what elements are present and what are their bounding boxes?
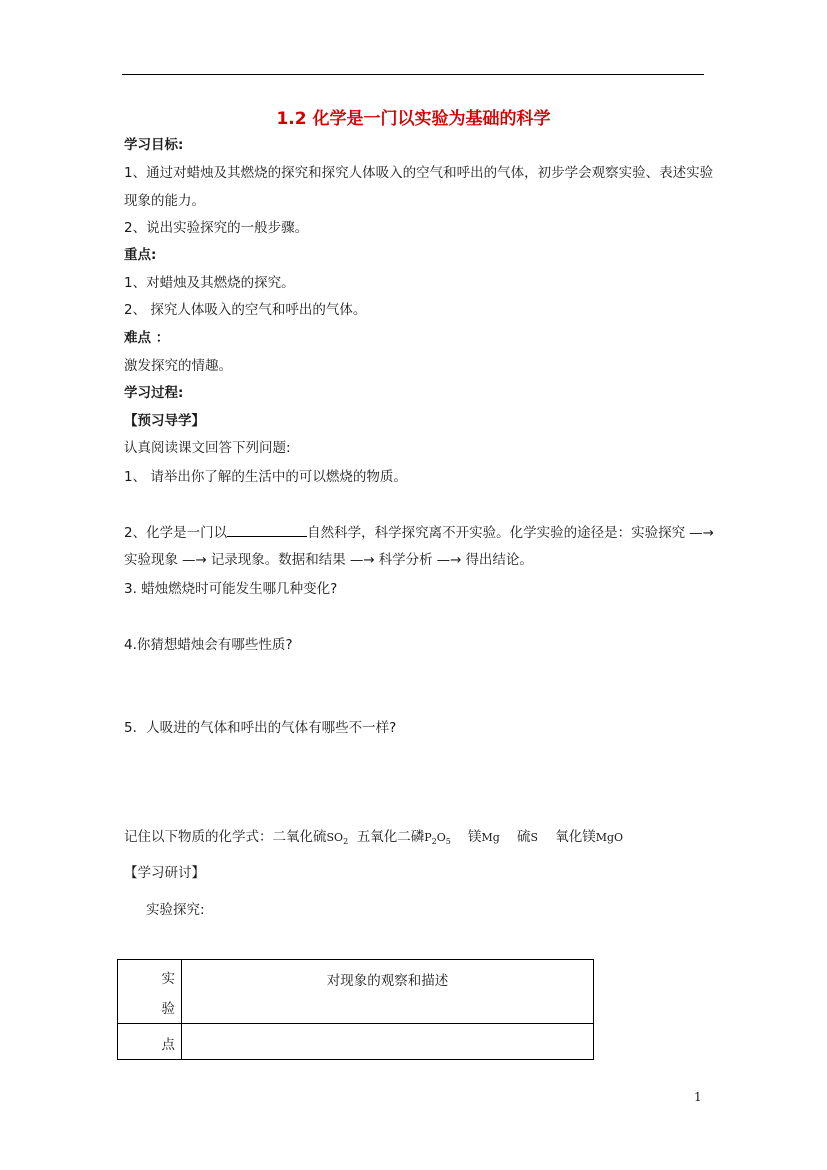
header-left-line-2: 验 <box>161 1001 175 1017</box>
mgo-name: 氧化镁 <box>555 829 596 845</box>
goal-item-2: 2、说出实验探究的一般步骤。 <box>124 220 309 236</box>
goal-item-1-line-1: 1、通过对蜡烛及其燃烧的探究和探究人体吸入的空气和呼出的气体，初步学会观察实验、表述实验 <box>124 165 714 181</box>
p2o5-name: 五氧化二磷 <box>356 829 425 845</box>
question-3: 3. 蜡烛燃烧时可能发生哪几种变化? <box>124 581 338 597</box>
key-point-1: 1、对蜡烛及其燃烧的探究。 <box>124 275 295 291</box>
step-analyze: 科学分析 <box>378 552 433 568</box>
question-2-line-2 <box>124 551 533 569</box>
s-formula: S <box>530 831 539 844</box>
step-conclude: 得出结论。 <box>465 552 533 568</box>
step-observe: 实验现象 <box>124 552 178 568</box>
so2-formula: $SO_2$ <box>326 831 349 847</box>
table-cell-header-left <box>118 960 182 1024</box>
experiment-table <box>117 959 594 1060</box>
arrow-icon: —→ <box>349 552 375 568</box>
difficulty-text: 激发探究的情趣。 <box>124 358 232 374</box>
arrow-icon: —→ <box>436 552 462 568</box>
key-points-heading: 重点: <box>124 247 157 263</box>
question-5: 5．人吸进的气体和呼出的气体有哪些不一样? <box>124 720 397 736</box>
s-name: 硫 <box>517 829 531 845</box>
preview-heading: 【预习导学】 <box>124 413 205 429</box>
table-cell-row2-right[interactable] <box>182 1024 594 1060</box>
arrow-icon: —→ <box>182 552 207 568</box>
table-cell-header-right <box>182 960 594 1024</box>
question-4: 4.你猜想蜡烛会有哪些性质? <box>124 637 293 653</box>
study-subheading: 实验探究: <box>146 902 205 918</box>
difficulty-heading: 难点 ： <box>124 330 170 346</box>
header-left-line-1: 实 <box>161 971 175 987</box>
question-2-line-1 <box>124 523 718 542</box>
instruction-text: 认真阅读课文回答下列问题: <box>124 440 291 456</box>
formulas-prefix: 记住以下物质的化学式： <box>124 829 273 845</box>
study-heading: 【学习研讨】 <box>124 865 205 881</box>
row2-left-text: 点 <box>161 1037 175 1053</box>
header-rule <box>122 74 704 75</box>
mg-name: 镁 <box>468 829 482 845</box>
question-2-part-2: 自然科学，科学探究离不开实验。化学实验的途径是：实验探究 <box>307 525 686 541</box>
question-1: 1、 请举出你了解的生活中的可以燃烧的物质。 <box>124 469 407 485</box>
arrow-icon: —→ <box>689 525 714 541</box>
header-right-text: 对现象的观察和描述 <box>326 973 449 989</box>
step-record: 记录现象。数据和结果 <box>210 552 346 568</box>
goal-item-1-line-2: 现象的能力。 <box>124 193 205 209</box>
mgo-formula: MgO <box>595 831 624 844</box>
p2o5-formula: $P_2O_5$ <box>424 831 451 847</box>
mg-formula: Mg <box>481 831 500 844</box>
fill-in-blank[interactable] <box>227 523 307 537</box>
process-heading: 学习过程: <box>124 385 184 401</box>
formulas-line <box>124 828 623 851</box>
page-title: 1.2 化学是一门以实验为基础的科学 <box>276 109 551 129</box>
table-cell-row2-left <box>118 1024 182 1060</box>
question-2-part-1: 2、化学是一门以 <box>124 525 228 541</box>
goals-heading: 学习目标: <box>124 137 184 153</box>
so2-name: 二氧化硫 <box>272 829 327 845</box>
key-point-2: 2、 探究人体吸入的空气和呼出的气体。 <box>124 302 367 318</box>
page-number: 1 <box>694 1090 702 1104</box>
